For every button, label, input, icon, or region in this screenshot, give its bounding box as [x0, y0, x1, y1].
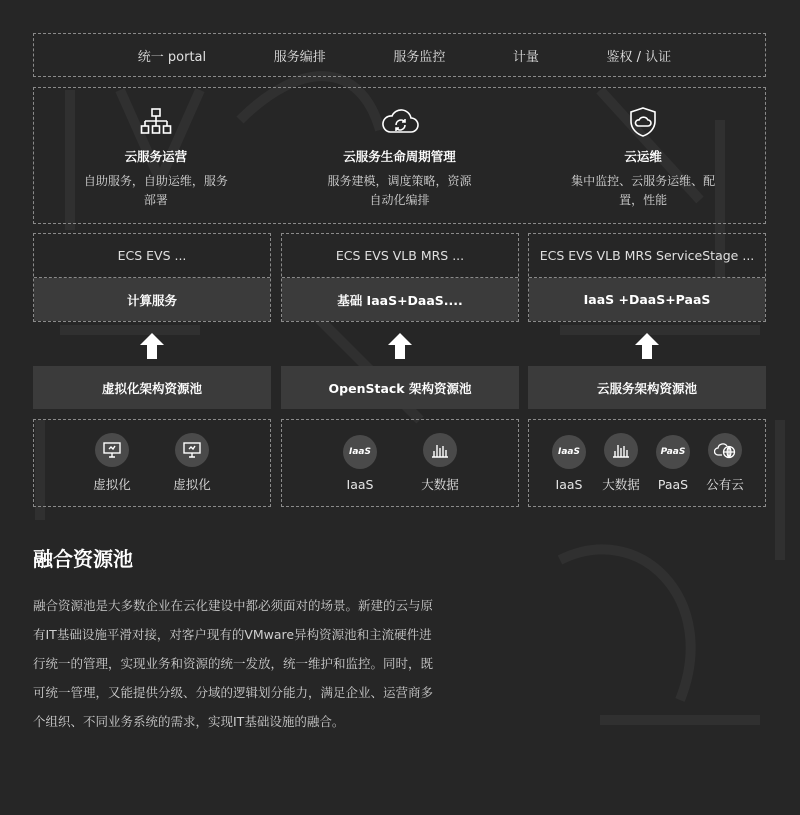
icon-label: IaaS: [346, 476, 374, 492]
pool-icons-cloud-service: [528, 419, 766, 507]
bar-chart-icon: [604, 433, 638, 467]
topbar-item-auth: 鉴权 / 认证: [606, 49, 672, 65]
topbar-item-portal: 统一 portal: [137, 49, 207, 65]
cloud-cycle-icon: [380, 106, 420, 138]
service-box-compute: [33, 233, 271, 322]
resource-pool-cloud-service: 云服务架构资源池: [528, 366, 766, 409]
service-list: ECS EVS VLB MRS ...: [282, 234, 518, 278]
topbar-item-metering: 计量: [512, 49, 539, 65]
topbar-item-monitoring: 服务监控: [393, 49, 446, 65]
icon-item: [699, 433, 751, 493]
pool-icons-openstack: [281, 419, 519, 507]
icon-label: PaaS: [657, 476, 689, 492]
icon-label: 虚拟化: [93, 477, 131, 492]
icon-item: [647, 435, 699, 492]
feature-cloud-operation: [34, 88, 278, 223]
feature-lifecycle: [278, 88, 522, 223]
top-capability-bar: [33, 33, 766, 77]
monitor-icon: [95, 433, 129, 467]
arrow-up-icon: [635, 333, 659, 359]
bar-chart-icon: [423, 433, 457, 467]
org-chart-icon: [140, 106, 172, 138]
globe-cloud-icon: [708, 433, 742, 467]
service-box-basic: [281, 233, 519, 322]
arrow-up-icon: [140, 333, 164, 359]
resource-pool-virtualization: 虚拟化架构资源池: [33, 366, 271, 409]
section-body: 融合资源池是大多数企业在云化建设中都必须面对的场景。新建的云与原有IT基础设施平滑对接，对客户现有的VMware异构资源池和主流硬件进行统一的管理，实现业务和资源的统一发放，统一维护和监控。同时，既可统一管理，又能提供分级、分域的逻辑划分能力，满足企业、运营商多个组织、不同业务系统的需求，实现IT基础设施的融合。: [33, 598, 434, 729]
icon-label: 公有云: [706, 477, 744, 492]
feature-desc: 集中监控、云服务运维、配置，性能: [571, 174, 716, 207]
feature-title: 云运维: [624, 149, 662, 164]
feature-title: 云服务生命周期管理: [343, 149, 456, 164]
monitor-icon: [175, 433, 209, 467]
iaas-icon: IaaS: [552, 435, 586, 469]
icon-item: [334, 435, 386, 492]
service-category: 基础 IaaS+DaaS....: [282, 278, 518, 321]
icon-item: [543, 435, 595, 492]
icon-label: 大数据: [421, 477, 459, 492]
icon-item: [595, 433, 647, 493]
section-title: 融合资源池: [33, 547, 133, 571]
service-category: IaaS +DaaS+PaaS: [529, 278, 765, 321]
icon-item: [166, 433, 218, 493]
topbar-item-orchestration: 服务编排: [273, 49, 326, 65]
service-list: ECS EVS ...: [34, 234, 270, 278]
resource-pool-openstack: OpenStack 架构资源池: [281, 366, 519, 409]
icon-label: 虚拟化: [173, 477, 211, 492]
icon-label: 大数据: [602, 477, 640, 492]
service-box-full: [528, 233, 766, 322]
cloud-shield-icon: [627, 106, 659, 138]
arrow-up-icon: [388, 333, 412, 359]
feature-cloud-ops: [521, 88, 765, 223]
feature-desc: 服务建模，调度策略，资源自动化编排: [327, 174, 472, 207]
feature-desc: 自助服务，自助运维，服务部署: [83, 174, 228, 207]
feature-title: 云服务运营: [124, 149, 188, 164]
pool-icons-virtualization: [33, 419, 271, 507]
icon-item: [414, 433, 466, 493]
paas-icon: PaaS: [656, 435, 690, 469]
feature-panel: [33, 87, 766, 224]
iaas-icon: IaaS: [343, 435, 377, 469]
service-category: 计算服务: [34, 278, 270, 321]
icon-label: IaaS: [555, 476, 583, 492]
service-list: ECS EVS VLB MRS ServiceStage ...: [529, 234, 765, 278]
icon-item: [86, 433, 138, 493]
